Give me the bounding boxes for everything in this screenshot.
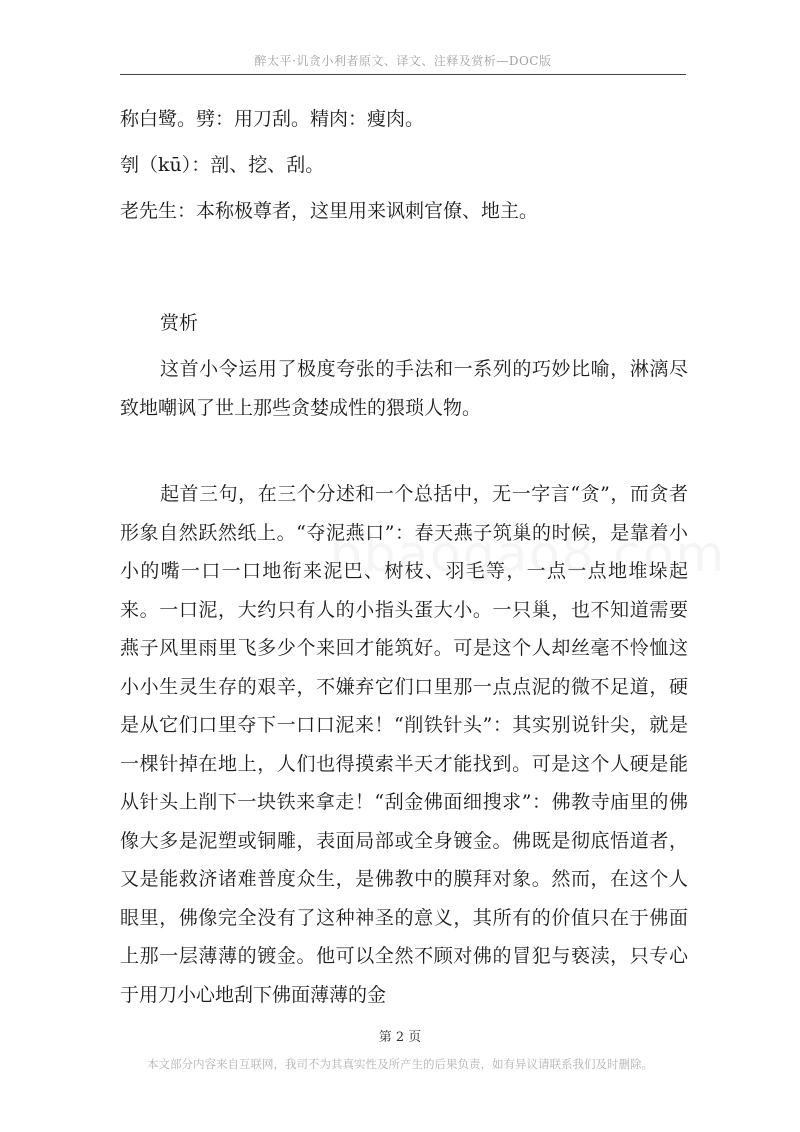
disclaimer-footer: 本文部分内容来自互联网，我司不为其真实性及所产生的后果负责，如有异议请联系我们及时删除。 xyxy=(147,1057,653,1071)
body-paragraph: 这首小令运用了极度夸张的手法和一系列的巧妙比喻，淋漓尽致地嘲讽了世上那些贪婪成性的猥琐人物。 xyxy=(120,358,688,419)
header-divider xyxy=(120,74,686,75)
document-body xyxy=(120,96,688,1014)
section-heading: 赏析 xyxy=(160,312,199,334)
annotation-line: 称白鹭。劈：用刀刮。精肉：瘦肉。 xyxy=(120,108,425,130)
annotation-line: 老先生：本称极尊者，这里用来讽刺官僚、地主。 xyxy=(120,200,539,222)
page-number: 第 2 页 xyxy=(378,1030,422,1045)
body-paragraph: 起首三句，在三个分述和一个总括中，无一字言“贪”，而贪者形象自然跃然纸上。“夺泥燕口”：春天燕子筑巢的时候，是靠着小小的嘴一口一口地衔来泥巴、树枝、羽毛等，一点一点地堆垛起来。一口泥，大约只有人的小指头蛋大小。一只巢，也不知道需要燕子风里雨里飞多少个来回才能筑好。可是这个人却丝毫不怜恤这小小生灵生存的艰辛，不嫌弃它们口里那一点点泥的微不足道，硬是从它们口里夺下一口口泥来！“削铁针头”：其实别说针尖，就是一棵针掉在地上，人们也得摸索半天才能找到。可是这个人硬是能从针头上削下一块铁来拿走！“刮金佛面细搜求”：佛教寺庙里的佛像大多是泥塑或铜雕，表面局部或全身镀金。佛既是彻底悟道者，又是能救济诸难普度众生，是佛教中的膜拜对象。然而，在这个人眼里，佛像完全没有了这种神圣的意义，其所有的价值只在于佛面上那一层薄薄的镀金。他可以全然不顾对佛的冒犯与亵渎，只专心于用刀小心地刮下佛面薄薄的金 xyxy=(120,483,688,1006)
annotation-line: 刳（kū）：剖、挖、刮。 xyxy=(120,154,325,176)
running-header: 醉太平·讥贪小利者原文、译文、注释及赏析—DOC版 xyxy=(254,54,552,68)
